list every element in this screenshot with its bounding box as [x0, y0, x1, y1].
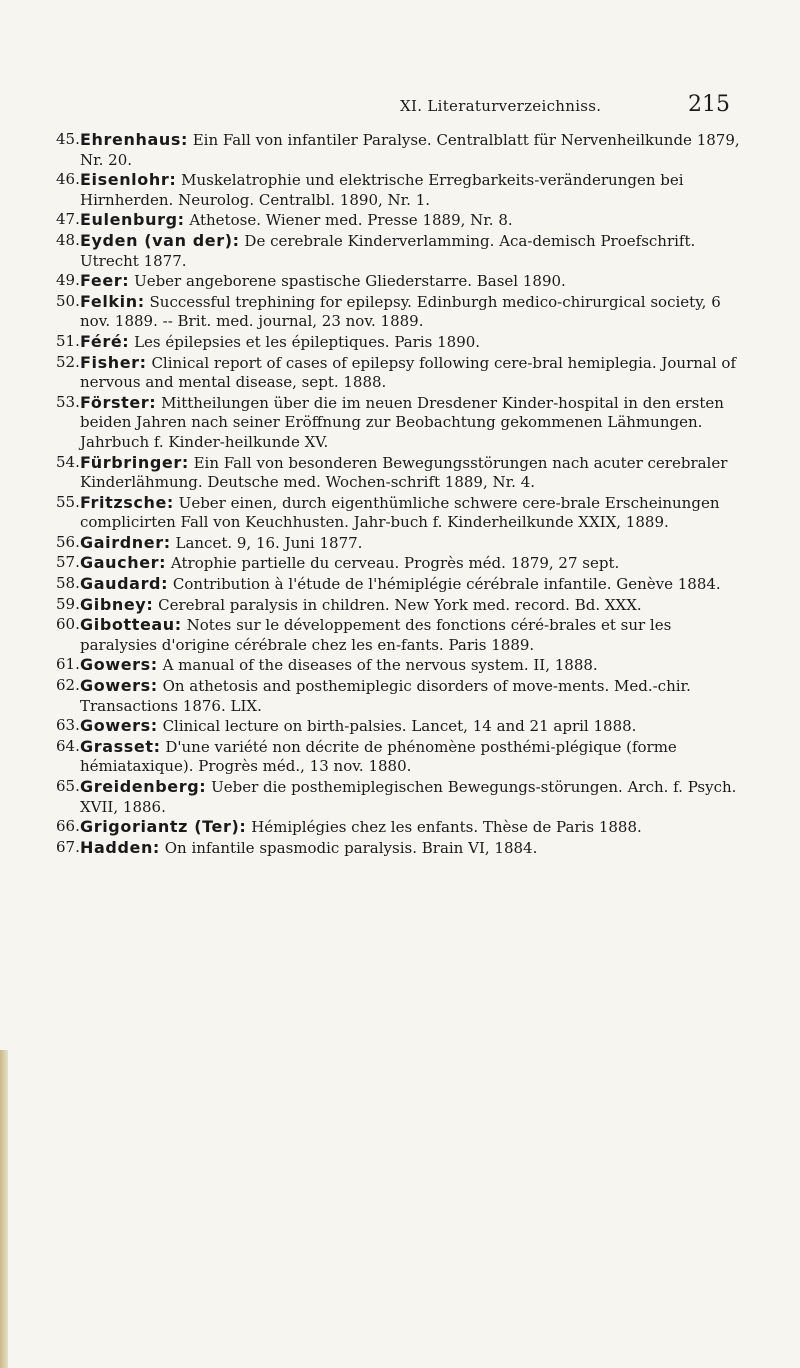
- reference-author: Förster:: [80, 392, 157, 412]
- reference-number: 55.: [56, 492, 80, 511]
- reference-body: [80, 231, 746, 271]
- reference-entry: [56, 292, 746, 332]
- reference-body: [80, 574, 746, 595]
- reference-number: 51.: [56, 331, 80, 350]
- reference-body: [80, 493, 746, 533]
- reference-number: 46.: [56, 170, 80, 189]
- reference-body: [80, 737, 746, 777]
- reference-text: D'une variété non décrite de phénomène posthémi-plégique (forme hémiataxique). Progrès méd., 13 nov. 1880.: [80, 737, 677, 776]
- reference-author: Feer:: [80, 271, 130, 291]
- reference-author: Felkin:: [80, 291, 145, 311]
- reference-body: [80, 838, 746, 859]
- reference-text: Mittheilungen über die im neuen Dresdener Kinder-hospital in den ersten beiden Jahren nach seiner Eröffnung zur Beobachtung gekommenen Lähmungen. Jahrbuch f. Kinder-heilkunde XV.: [80, 393, 724, 451]
- reference-entry: [56, 615, 746, 655]
- reference-number: 54.: [56, 452, 80, 471]
- reference-number: 50.: [56, 291, 80, 310]
- page-edge-stain: [0, 1050, 8, 1368]
- reference-entry: [56, 130, 746, 170]
- page-header: [400, 92, 730, 117]
- reference-entry: [56, 655, 746, 676]
- reference-number: 45.: [56, 130, 80, 148]
- reference-number: 61.: [56, 655, 80, 674]
- reference-number: 53.: [56, 392, 80, 411]
- reference-body: [80, 393, 746, 453]
- reference-body: [80, 170, 746, 210]
- reference-author: Greidenberg:: [80, 777, 207, 796]
- reference-body: [80, 210, 746, 231]
- reference-number: 62.: [56, 676, 80, 695]
- reference-text: Notes sur le développement des fonctions céré-brales et sur les paralysies d'origine cérébrale chez les en-fants. Paris 1889.: [80, 616, 672, 654]
- reference-text: Ueber einen, durch eigenthümliche schwere cere-brale Erscheinungen complicirten Fall von Keuchhusten. Jahr-buch f. Kinderheilkunde XXIX, 1889.: [80, 493, 720, 532]
- reference-list: [56, 130, 746, 858]
- reference-number: 64.: [56, 736, 80, 755]
- reference-entry: [56, 533, 746, 554]
- reference-author: Gaudard:: [80, 574, 169, 594]
- reference-author: Gowers:: [80, 676, 158, 696]
- reference-text: Cerebral paralysis in children. New York med. record. Bd. XXX.: [158, 595, 642, 614]
- reference-body: [80, 292, 746, 332]
- reference-author: Hadden:: [80, 837, 160, 857]
- reference-author: Fritzsche:: [80, 492, 174, 512]
- reference-text: Successful trephining for epilepsy. Edinburgh medico-chirurgical society, 6 nov. 1889. -- Brit. med. journal, 23 nov. 1889.: [80, 292, 721, 331]
- reference-author: Grigoriantz (Ter):: [80, 817, 247, 837]
- reference-text: A manual of the diseases of the nervous system. II, 1888.: [162, 656, 598, 675]
- reference-number: 66.: [56, 817, 80, 836]
- reference-number: 48.: [56, 230, 80, 249]
- reference-entry: [56, 231, 746, 271]
- reference-entry: [56, 777, 746, 817]
- reference-number: 58.: [56, 574, 80, 593]
- reference-author: Gairdner:: [80, 532, 171, 552]
- reference-body: [80, 130, 746, 170]
- reference-body: [80, 777, 746, 817]
- reference-number: 49.: [56, 271, 80, 290]
- reference-entry: [56, 353, 746, 393]
- reference-body: [80, 533, 746, 554]
- reference-text: Muskelatrophie und elektrische Erregbarkeits-veränderungen bei Hirnherden. Neurolog. Centralbl. 1890, Nr. 1.: [80, 171, 684, 209]
- reference-entry: [56, 716, 746, 737]
- reference-author: Eyden (van der):: [80, 230, 240, 250]
- reference-author: Gaucher:: [80, 553, 167, 573]
- reference-text: Atrophie partielle du cerveau. Progrès méd. 1879, 27 sept.: [170, 554, 620, 573]
- reference-author: Féré:: [80, 331, 130, 351]
- reference-number: 65.: [56, 777, 80, 795]
- reference-number: 47.: [56, 210, 80, 229]
- reference-text: Lancet. 9, 16. Juni 1877.: [175, 533, 363, 552]
- reference-text: Hémiplégies chez les enfants. Thèse de Paris 1888.: [251, 818, 642, 837]
- reference-body: [80, 271, 746, 292]
- reference-author: Gowers:: [80, 655, 158, 675]
- reference-entry: [56, 817, 746, 838]
- reference-entry: [56, 553, 746, 574]
- reference-entry: [56, 271, 746, 292]
- reference-body: [80, 332, 746, 353]
- reference-body: [80, 655, 746, 676]
- reference-number: 56.: [56, 532, 80, 551]
- reference-body: [80, 716, 746, 737]
- reference-body: [80, 615, 746, 655]
- reference-author: Grasset:: [80, 736, 161, 756]
- running-title: XI. Literaturverzeichniss.: [400, 97, 602, 115]
- reference-number: 67.: [56, 837, 80, 856]
- reference-author: Gowers:: [80, 716, 158, 736]
- reference-author: Eulenburg:: [80, 210, 185, 230]
- page-number: 215: [688, 92, 730, 117]
- reference-author: Fürbringer:: [80, 452, 189, 472]
- reference-entry: [56, 210, 746, 231]
- reference-text: Contribution à l'étude de l'hémiplégie cérébrale infantile. Genève 1884.: [172, 575, 721, 594]
- reference-entry: [56, 493, 746, 533]
- reference-entry: [56, 676, 746, 716]
- reference-body: [80, 553, 746, 574]
- reference-text: Ueber die posthemiplegischen Bewegungs-störungen. Arch. f. Psych. XVII, 1886.: [80, 778, 737, 816]
- reference-author: Ehrenhaus:: [80, 130, 188, 149]
- reference-number: 57.: [56, 553, 80, 572]
- reference-author: Fisher:: [80, 352, 147, 372]
- reference-text: Clinical report of cases of epilepsy following cere-bral hemiplegia. Journal of nervous and mental disease, sept. 1888.: [80, 353, 737, 392]
- reference-text: Ein Fall von infantiler Paralyse. Centralblatt für Nervenheilkunde 1879, Nr. 20.: [80, 131, 740, 169]
- reference-entry: [56, 574, 746, 595]
- reference-entry: [56, 737, 746, 777]
- reference-author: Gibotteau:: [80, 615, 182, 635]
- reference-entry: [56, 170, 746, 210]
- reference-body: [80, 817, 746, 838]
- reference-number: 52.: [56, 352, 80, 371]
- reference-number: 59.: [56, 594, 80, 613]
- reference-entry: [56, 838, 746, 859]
- reference-text: Athetose. Wiener med. Presse 1889, Nr. 8.: [189, 211, 513, 230]
- reference-body: [80, 453, 746, 493]
- reference-number: 63.: [56, 716, 80, 735]
- reference-body: [80, 676, 746, 716]
- reference-entry: [56, 393, 746, 453]
- reference-entry: [56, 595, 746, 616]
- reference-author: Eisenlohr:: [80, 170, 177, 190]
- reference-entry: [56, 453, 746, 493]
- reference-text: On athetosis and posthemiplegic disorders of move-ments. Med.-chir. Transactions 1876. LIX.: [80, 677, 691, 715]
- reference-text: On infantile spasmodic paralysis. Brain VI, 1884.: [164, 838, 538, 857]
- reference-author: Gibney:: [80, 594, 154, 614]
- reference-text: Les épilepsies et les épileptiques. Paris 1890.: [134, 332, 481, 351]
- reference-text: De cerebrale Kinderverlamming. Aca-demisch Proefschrift. Utrecht 1877.: [80, 231, 696, 270]
- reference-body: [80, 595, 746, 616]
- reference-text: Ueber angeborene spastische Gliederstarre. Basel 1890.: [134, 272, 566, 291]
- reference-entry: [56, 332, 746, 353]
- reference-text: Clinical lecture on birth-palsies. Lancet, 14 and 21 april 1888.: [162, 717, 637, 736]
- reference-body: [80, 353, 746, 393]
- reference-text: Ein Fall von besonderen Bewegungsstörungen nach acuter cerebraler Kinderlähmung. Deutsche med. Wochen-schrift 1889, Nr. 4.: [80, 453, 728, 492]
- reference-number: 60.: [56, 615, 80, 634]
